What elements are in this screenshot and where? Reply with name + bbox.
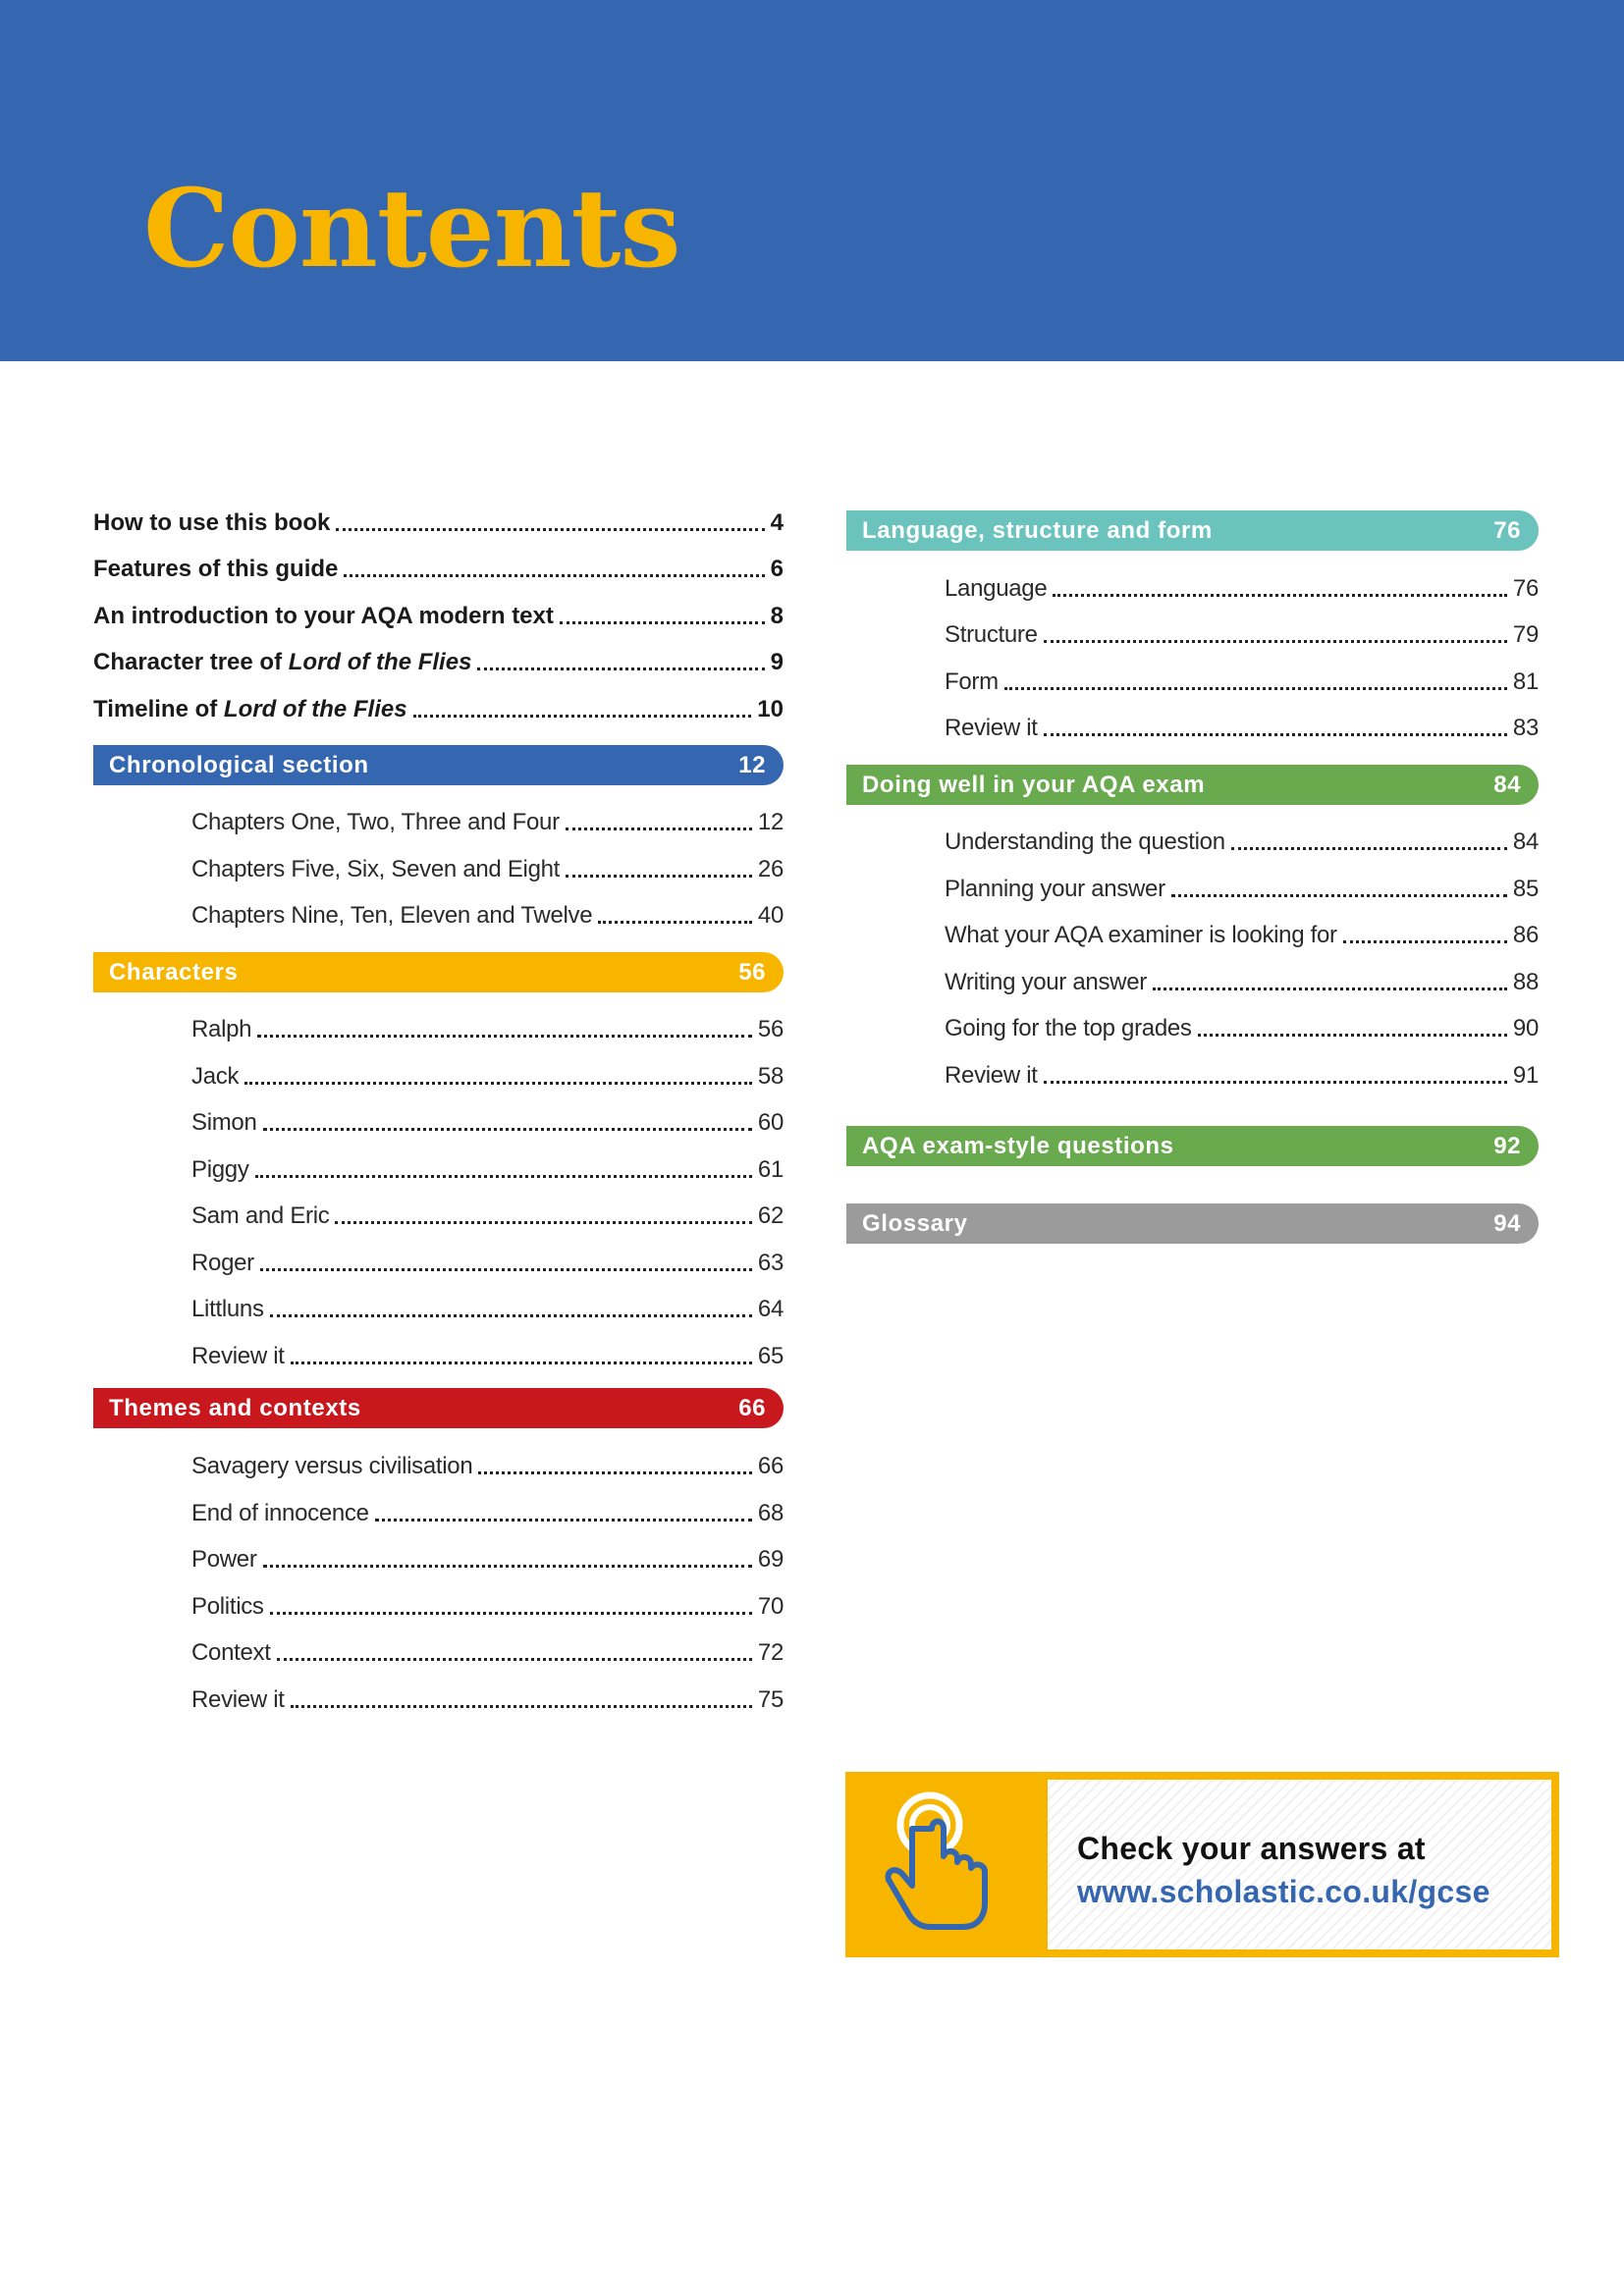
toc-entry-label: Context <box>191 1639 271 1666</box>
toc-entry-page: 10 <box>757 696 784 722</box>
leader-dots <box>1231 847 1507 850</box>
toc-entry-page: 4 <box>770 509 784 536</box>
toc-entry[interactable] <box>93 688 784 721</box>
toc-subentry[interactable] <box>191 894 784 928</box>
leader-dots <box>1044 1081 1507 1084</box>
toc-entry-label <box>93 651 471 674</box>
toc-subentry[interactable] <box>191 1335 784 1368</box>
toc-entry-page: 6 <box>770 556 784 582</box>
section-bar-exam-questions[interactable] <box>846 1126 1539 1166</box>
section-bar-themes[interactable] <box>93 1388 784 1428</box>
toc-entry-label: Politics <box>191 1593 264 1620</box>
section-page: 56 <box>738 958 766 986</box>
toc-entry-page: 76 <box>1512 575 1539 602</box>
leader-dots <box>263 1565 752 1568</box>
toc-entry-label: An introduction to your AQA modern text <box>93 603 554 629</box>
section-page: 76 <box>1493 516 1521 544</box>
toc-entry-page: 9 <box>770 649 784 675</box>
callout-heading: Check your answers at <box>1077 1831 1426 1866</box>
leader-dots <box>277 1658 752 1661</box>
toc-entry-label-prefix: Character tree of <box>93 649 289 675</box>
section-title: Doing well in your AQA exam <box>862 771 1206 798</box>
leader-dots <box>344 574 764 577</box>
toc-entry[interactable] <box>93 502 784 535</box>
leader-dots <box>1171 894 1507 897</box>
leader-dots <box>566 875 752 878</box>
toc-entry-page: 86 <box>1512 922 1539 948</box>
section-title: Chronological section <box>109 751 369 778</box>
toc-entry-label: How to use this book <box>93 509 331 536</box>
toc-entry-label-title: Lord of the Flies <box>288 649 472 675</box>
toc-subentry[interactable] <box>191 1195 784 1228</box>
toc-subentry[interactable] <box>191 1101 784 1135</box>
toc-subentry[interactable] <box>191 1679 784 1712</box>
leader-dots <box>1198 1034 1507 1037</box>
leader-dots <box>478 1471 752 1474</box>
toc-entry-label: Going for the top grades <box>945 1015 1192 1041</box>
toc-entry-page: 66 <box>757 1453 784 1479</box>
toc-entry-label: Form <box>945 668 999 695</box>
toc-entry-label: Review it <box>191 1686 285 1713</box>
leader-dots <box>1053 594 1507 597</box>
toc-entry-page: 68 <box>757 1500 784 1526</box>
toc-entry-label: Chapters Five, Six, Seven and Eight <box>191 856 561 882</box>
toc-entry-page: 84 <box>1512 828 1539 855</box>
leader-dots <box>598 921 752 924</box>
toc-entry-label: Savagery versus civilisation <box>191 1453 473 1479</box>
toc-entry-label: Language <box>945 575 1048 602</box>
toc-entry-label <box>93 698 407 721</box>
toc-entry-page: 64 <box>757 1296 784 1322</box>
section-page: 12 <box>738 751 766 778</box>
toc-entry-label: Review it <box>191 1343 285 1369</box>
toc-subentry[interactable] <box>945 1054 1539 1088</box>
toc-entry-label: End of innocence <box>191 1500 369 1526</box>
leader-dots <box>1343 940 1507 943</box>
toc-entry-page: 90 <box>1512 1015 1539 1041</box>
leader-dots <box>291 1705 752 1708</box>
leader-dots <box>257 1035 752 1038</box>
leader-dots <box>560 621 765 624</box>
leader-dots <box>244 1082 752 1085</box>
toc-entry-page: 58 <box>757 1063 784 1090</box>
toc-subentry[interactable] <box>191 1148 784 1182</box>
toc-entry-page: 79 <box>1512 621 1539 648</box>
toc-subentry[interactable] <box>945 961 1539 994</box>
leader-dots <box>255 1175 752 1178</box>
callout-text <box>1077 1827 1490 1913</box>
toc-subentry[interactable] <box>945 821 1539 854</box>
tap-finger-icon <box>885 1789 1012 1942</box>
leader-dots <box>1153 988 1507 990</box>
toc-entry-page: 8 <box>770 603 784 629</box>
toc-entry-page: 91 <box>1512 1062 1539 1089</box>
toc-subentry[interactable] <box>945 661 1539 694</box>
toc-entry-page: 72 <box>757 1639 784 1666</box>
toc-subentry[interactable] <box>945 1007 1539 1041</box>
toc-subentry[interactable] <box>945 868 1539 901</box>
toc-entry-label-prefix: Timeline of <box>93 696 224 722</box>
section-bar-characters[interactable] <box>93 952 784 992</box>
toc-entry-label: Roger <box>191 1250 254 1276</box>
toc-entry-label: Littluns <box>191 1296 264 1322</box>
toc-entry-page: 69 <box>757 1546 784 1573</box>
toc-entry-page: 63 <box>757 1250 784 1276</box>
toc-subentry[interactable] <box>945 567 1539 601</box>
toc-entry-label: Jack <box>191 1063 240 1090</box>
section-title: Characters <box>109 958 239 986</box>
toc-entry-label-title: Lord of the Flies <box>223 696 407 722</box>
toc-entry-page: 88 <box>1512 969 1539 995</box>
toc-entry-label: Simon <box>191 1109 257 1136</box>
toc-entry-page: 61 <box>757 1156 784 1183</box>
toc-entry-label: Piggy <box>191 1156 249 1183</box>
section-bar-glossary[interactable] <box>846 1203 1539 1244</box>
toc-subentry[interactable] <box>191 1242 784 1275</box>
leader-dots <box>1044 733 1507 736</box>
toc-entry[interactable] <box>93 641 784 674</box>
section-page: 94 <box>1493 1209 1521 1237</box>
toc-subentry[interactable] <box>191 801 784 834</box>
section-title: Glossary <box>862 1209 968 1237</box>
leader-dots <box>260 1268 752 1271</box>
leader-dots <box>1044 640 1507 643</box>
callout-link[interactable]: www.scholastic.co.uk/gcse <box>1077 1874 1490 1909</box>
toc-entry[interactable] <box>93 548 784 581</box>
toc-subentry[interactable] <box>191 1585 784 1619</box>
toc-entry-label: Sam and Eric <box>191 1202 330 1229</box>
toc-entry-label: Power <box>191 1546 257 1573</box>
toc-entry-label: Writing your answer <box>945 969 1147 995</box>
toc-entry-label: Chapters One, Two, Three and Four <box>191 809 560 835</box>
toc-entry-label: Planning your answer <box>945 876 1165 902</box>
toc-subentry[interactable] <box>191 1538 784 1572</box>
toc-entry-page: 85 <box>1512 876 1539 902</box>
toc-subentry[interactable] <box>945 707 1539 740</box>
toc-entry-page: 26 <box>757 856 784 882</box>
toc-entry-label: Understanding the question <box>945 828 1225 855</box>
leader-dots <box>566 828 752 830</box>
header-band <box>0 0 1624 361</box>
toc-subentry[interactable] <box>191 848 784 881</box>
toc-subentry[interactable] <box>191 1445 784 1478</box>
section-page: 66 <box>738 1394 766 1421</box>
toc-entry-label: Structure <box>945 621 1038 648</box>
toc-entry-page: 83 <box>1512 715 1539 741</box>
toc-subentry[interactable] <box>191 1631 784 1665</box>
section-title: Themes and contexts <box>109 1394 361 1421</box>
toc-entry-label: Ralph <box>191 1016 252 1042</box>
page-title: Contents <box>143 165 680 292</box>
toc-entry-page: 60 <box>757 1109 784 1136</box>
callout-text-panel <box>1048 1780 1551 1949</box>
toc-entry-page: 12 <box>757 809 784 835</box>
section-bar-language[interactable] <box>846 510 1539 551</box>
toc-entry[interactable] <box>93 595 784 628</box>
toc-subentry[interactable] <box>945 914 1539 947</box>
toc-entry-label: What your AQA examiner is looking for <box>945 922 1337 948</box>
leader-dots <box>335 1221 751 1224</box>
section-bar-chronological[interactable] <box>93 745 784 785</box>
leader-dots <box>336 528 764 531</box>
toc-subentry[interactable] <box>191 1008 784 1041</box>
section-title: Language, structure and form <box>862 516 1213 544</box>
toc-entry-page: 70 <box>757 1593 784 1620</box>
toc-entry-page: 56 <box>757 1016 784 1042</box>
leader-dots <box>270 1612 752 1615</box>
toc-entry-page: 65 <box>757 1343 784 1369</box>
section-bar-doing-well[interactable] <box>846 765 1539 805</box>
toc-entry-page: 75 <box>757 1686 784 1713</box>
leader-dots <box>477 667 764 670</box>
toc-subentry[interactable] <box>945 614 1539 647</box>
leader-dots <box>263 1128 752 1131</box>
toc-entry-page: 40 <box>757 902 784 929</box>
leader-dots <box>270 1314 752 1317</box>
leader-dots <box>413 715 752 718</box>
leader-dots <box>291 1362 752 1364</box>
toc-entry-label: Review it <box>945 715 1038 741</box>
section-title: AQA exam-style questions <box>862 1132 1174 1159</box>
toc-subentry[interactable] <box>191 1288 784 1321</box>
toc-entry-label: Chapters Nine, Ten, Eleven and Twelve <box>191 902 593 929</box>
leader-dots <box>1004 687 1507 690</box>
toc-entry-page: 62 <box>757 1202 784 1229</box>
answers-callout[interactable] <box>845 1772 1559 1957</box>
section-page: 92 <box>1493 1132 1521 1159</box>
toc-entry-label: Features of this guide <box>93 556 339 582</box>
toc-entry-label: Review it <box>945 1062 1038 1089</box>
toc-subentry[interactable] <box>191 1055 784 1089</box>
leader-dots <box>375 1519 752 1522</box>
section-page: 84 <box>1493 771 1521 798</box>
toc-entry-page: 81 <box>1512 668 1539 695</box>
toc-subentry[interactable] <box>191 1492 784 1525</box>
